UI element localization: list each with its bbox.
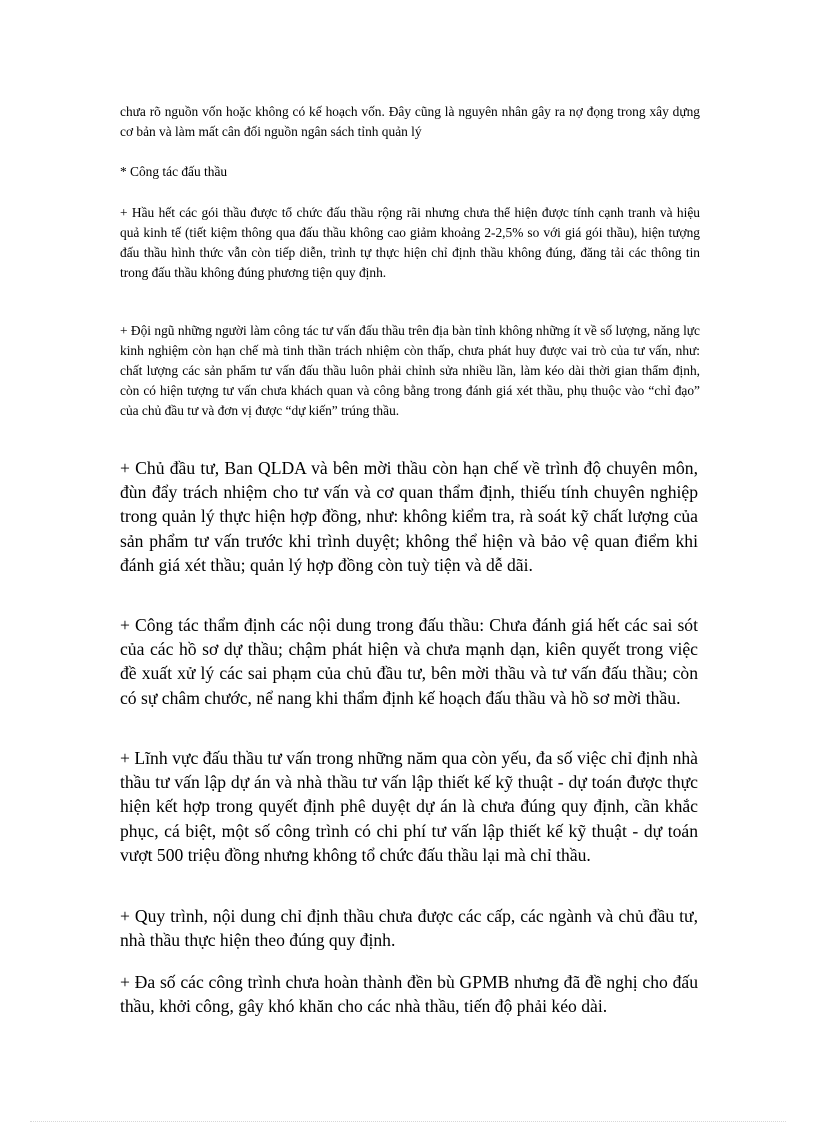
paragraph-consulting-field: + Lĩnh vực đấu thầu tư vấn trong những năm qua còn yếu, đa số việc chỉ định nhà thầu tư vấn lập dự án và nhà thầu tư vấn lập thiết kế kỹ thuật - dự toán được thực hiện kết hợp trong quyết định phê duyệt dự án là chưa đúng quy định, cần khắc phục, cá biệt, một số công trình có chi phí tư vấn lập thiết kế kỹ thuật - dự toán vượt 500 triệu đồng nhưng không tổ chức đấu thầu lại mà chỉ thầu. [120, 748, 698, 865]
paragraph-designation-process: + Quy trình, nội dung chỉ định thầu chưa được các cấp, các ngành và chủ đầu tư, nhà thầu thực hiện theo đúng quy định. [120, 906, 698, 951]
paragraph-investor-limitations: + Chủ đầu tư, Ban QLDA và bên mời thầu còn hạn chế về trình độ chuyên môn, đùn đẩy trách nhiệm cho tư vấn và cơ quan thẩm định, thiếu tính chuyên nghiệp trong quản lý thực hiện hợp đồng, như: không kiểm tra, rà soát kỹ chất lượng của sản phẩm tư vấn trước khi trình duyệt; không thể hiện và bảo vệ quan điểm khi đánh giá xét thầu; quản lý hợp đồng còn tuỳ tiện và dễ dãi. [120, 458, 698, 575]
paragraph-consultant-staff: + Đội ngũ những người làm công tác tư vấn đấu thầu trên địa bàn tỉnh không những ít về số lượng, năng lực kinh nghiệm còn hạn chế mà tinh thần trách nhiệm còn thấp, chưa phát huy được vai trò của tư vấn, như: chất lượng các sản phẩm tư vấn đấu thầu luôn phải chỉnh sửa nhiều lần, làm kéo dài thời gian thẩm định, còn có hiện tượng tư vấn chưa khách quan và công bằng trong đánh giá xét thầu, phụ thuộc vào “chỉ đạo” của chủ đầu tư và đơn vị được “dự kiến” trúng thầu. [120, 323, 700, 418]
paragraph-appraisal: + Công tác thẩm định các nội dung trong đấu thầu: Chưa đánh giá hết các sai sót của các hồ sơ dự thầu; chậm phát hiện và chưa mạnh dạn, kiên quyết trong việc đề xuất xử lý các sai phạm của chủ đầu tư, bên mời thầu và tư vấn đấu thầu; còn có sự châm chước, nể nang khi thẩm định kế hoạch đấu thầu và hồ sơ mời thầu. [120, 615, 698, 708]
section-heading-bidding: * Công tác đấu thầu [120, 164, 228, 179]
paragraph-bidding-packages: + Hầu hết các gói thầu được tổ chức đấu thầu rộng rãi nhưng chưa thể hiện được tính cạnh tranh và hiệu quả kinh tế (tiết kiệm thông qua đấu thầu không cao giảm khoảng 2-2,5% so với giá gói thầu), hiện tượng đấu thầu hình thức vẫn còn tiếp diễn, trình tự thực hiện chỉ định thầu không đúng, đăng tải các thông tin trong đấu thầu không đúng phương tiện quy định. [120, 205, 700, 280]
page-bottom-divider [30, 1121, 786, 1122]
paragraph-funding-debt: chưa rõ nguồn vốn hoặc không có kế hoạch vốn. Đây cũng là nguyên nhân gây ra nợ đọng trong xây dựng cơ bản và làm mất cân đối nguồn ngân sách tỉnh quản lý [120, 104, 700, 139]
paragraph-site-clearance: + Đa số các công trình chưa hoàn thành đền bù GPMB nhưng đã đề nghị cho đấu thầu, khởi công, gây khó khăn cho các nhà thầu, tiến độ phải kéo dài. [120, 972, 698, 1017]
